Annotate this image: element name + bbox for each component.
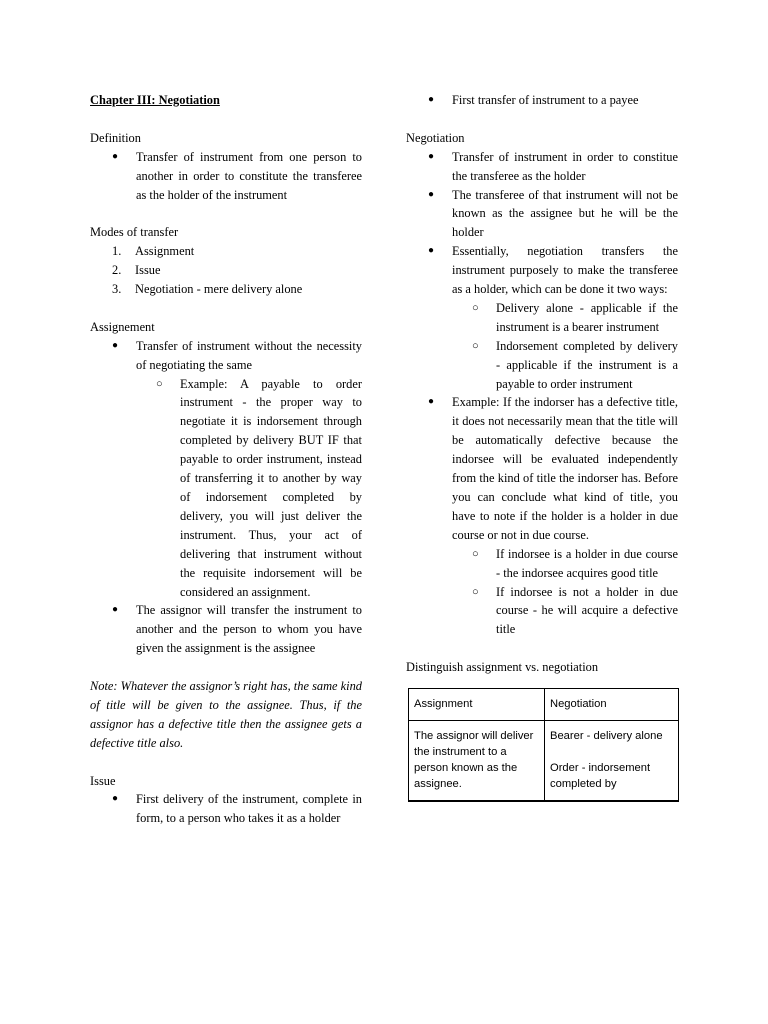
- list-item: 2. Issue: [112, 263, 161, 278]
- list-item: ● Transfer of instrument in order to constitue the transferee as the holder: [428, 149, 678, 183]
- list-item: ○ If indorsee is a holder in due course - the indorsee acquires good title: [472, 546, 678, 580]
- table-header-cell: Negotiation: [545, 689, 679, 721]
- list-item: ● First transfer of instrument to a payee: [406, 91, 678, 110]
- negotiation-heading: Negotiation: [406, 130, 465, 145]
- list-item: ○ If indorsee is not a holder in due course - he will acquire a defective title: [472, 584, 678, 637]
- table-row: [409, 721, 679, 802]
- comparison-table: [408, 688, 679, 802]
- distinguish-heading: Distinguish assignment vs. negotiation: [406, 660, 599, 675]
- modes-heading: Modes of transfer: [90, 225, 179, 240]
- bullet-icon: ●: [112, 150, 119, 162]
- bullet-icon: ●: [112, 793, 119, 805]
- list-item: ● Transfer of instrument from one person to another in order to constitute the transferee as the holder of the instrument: [112, 149, 362, 202]
- list-item: 1. Assignment: [112, 244, 195, 259]
- chapter-title: Chapter III: Negotiation: [90, 93, 220, 107]
- circle-bullet-icon: ○: [472, 585, 479, 598]
- bullet-icon: ●: [112, 339, 119, 351]
- issue-heading: Issue: [90, 773, 116, 788]
- list-item: ● The assignor will transfer the instrument to another and the person to whom you have given the assignment is the assignee: [112, 603, 362, 656]
- bullet-icon: ●: [428, 396, 435, 408]
- list-item: ● The transferee of that instrument will not be known as the assignee but he will be the holder: [428, 187, 678, 240]
- list-item: ● Example: If the indorser has a defective title, it does not necessarily mean that the title will be automatically defective because the indorsee will be evaluated independently from the kind of title the indorser has. Before you can conclude what kind of title, you have to note if the holder is a holder in due course or not in due course.: [428, 395, 678, 542]
- circle-bullet-icon: ○: [156, 377, 163, 390]
- table-header-cell: Assignment: [409, 689, 545, 721]
- bullet-icon: ●: [428, 150, 435, 162]
- bullet-icon: ●: [112, 604, 119, 616]
- circle-bullet-icon: ○: [472, 301, 479, 314]
- negotiation-bearer-text: Bearer - delivery alone: [550, 730, 663, 743]
- list-item: 3. Negotiation - mere delivery alone: [112, 282, 303, 297]
- definition-heading: Definition: [90, 130, 141, 145]
- right-column: [406, 91, 678, 802]
- note-paragraph: Note: Whatever the assignor’s right has, the same kind of title will be given to the assignee. Thus, if the assignor has a defective title then the assignee gets a defective title also.: [90, 679, 362, 750]
- list-item: ○ Delivery alone - applicable if the instrument is a bearer instrument: [472, 300, 678, 334]
- bullet-icon: ●: [428, 245, 435, 257]
- list-item: ● Transfer of instrument without the necessity of negotiating the same: [112, 338, 362, 372]
- bullet-icon: ●: [428, 94, 435, 105]
- table-cell: [545, 721, 679, 802]
- list-item: ● Essentially, negotiation transfers the instrument purposely to make the transferee as a holder, which can be done it two ways:: [428, 244, 678, 297]
- negotiation-order-text: Order - indorsement completed by: [550, 762, 651, 791]
- list-item: ○ Indorsement completed by delivery - applicable if the instrument is a payable to order instrument: [472, 338, 678, 391]
- assignement-heading: Assignement: [90, 319, 155, 334]
- circle-bullet-icon: ○: [472, 547, 479, 560]
- bullet-icon: ●: [428, 188, 435, 200]
- table-row: [409, 689, 679, 721]
- table-cell: The assignor will deliver the instrument to a person known as the assignee.: [409, 721, 545, 802]
- list-item: ○ Example: A payable to order instrument - the proper way to negotiate it is indorsement through completed by delivery BUT IF that payable to order instrument, instead of transferring it to another by way of indorsement completed by delivery, you will just deliver the instrument. Thus, your act of delivering that instrument without the requisite indorsement will be considered an assignment.: [156, 376, 362, 599]
- circle-bullet-icon: ○: [472, 339, 479, 352]
- left-column: [90, 91, 362, 828]
- list-item: ● First delivery of the instrument, complete in form, to a person who takes it as a holder: [112, 792, 362, 826]
